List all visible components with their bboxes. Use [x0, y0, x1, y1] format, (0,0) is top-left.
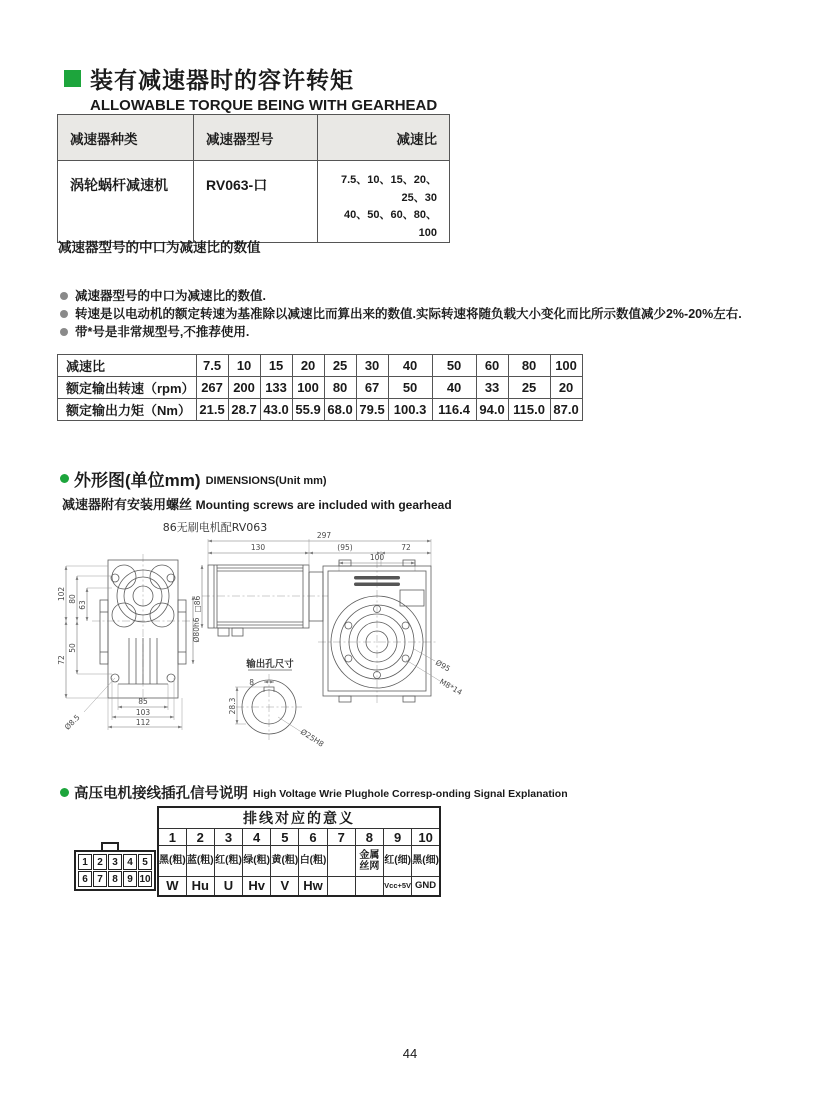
green-dot-icon — [60, 474, 69, 483]
dim-103: 103 — [135, 708, 151, 717]
dim-85: 85 — [138, 697, 148, 706]
title-block — [64, 62, 437, 114]
connector-pin: 5 — [138, 854, 152, 870]
connector-pin: 3 — [108, 854, 122, 870]
wire-signal — [355, 877, 383, 896]
gearhead-table-header — [58, 115, 450, 161]
dim-dia80h6: Ø80h6 — [192, 617, 201, 643]
row-label: 额定输出力矩（Nm） — [58, 399, 197, 421]
wire-color: 白(粗) — [299, 846, 327, 877]
note-text: 带*号是非常规型号,不推荐使用. — [75, 325, 250, 339]
row-label: 减速比 — [58, 355, 197, 377]
wiring-table-title-row — [158, 807, 440, 829]
dim-72-left: 72 — [57, 655, 66, 665]
ratio-line-1: 7.5、10、15、20、25、30 — [341, 174, 437, 204]
connector-pin: 8 — [108, 871, 122, 887]
pin-number: 1 — [158, 829, 186, 846]
wire-color: 黑(粗) — [158, 846, 186, 877]
wiring-heading-zh: 高压电机接线插孔信号说明 — [74, 786, 248, 802]
dim-63: 63 — [78, 600, 87, 610]
wire-color: 红(细) — [384, 846, 412, 877]
table-row-torques — [58, 399, 583, 421]
wire-color: 金属丝网 — [355, 846, 383, 877]
torque-value: 21.5 — [196, 399, 228, 421]
pin-number: 3 — [214, 829, 242, 846]
dim-sq86: □86 — [193, 595, 202, 613]
torque-value: 55.9 — [292, 399, 324, 421]
wire-color: 黄(粗) — [271, 846, 299, 877]
wire-color — [327, 846, 355, 877]
pin-number: 2 — [186, 829, 214, 846]
wiring-table — [157, 806, 441, 897]
note-item — [60, 307, 775, 322]
torque-value: 87.0 — [550, 399, 582, 421]
connector-pin: 1 — [78, 854, 92, 870]
ratio-value: 10 — [228, 355, 260, 377]
note-item — [60, 289, 775, 304]
bullet-icon — [60, 292, 68, 300]
pin-number: 6 — [299, 829, 327, 846]
speed-value: 50 — [388, 377, 432, 399]
gearhead-table — [57, 114, 450, 243]
dim-50: 50 — [68, 643, 77, 653]
ratio-value: 50 — [432, 355, 476, 377]
gearhead-table-caption: 减速器型号的中口为减速比的数值 — [58, 240, 261, 255]
dim-dia95: Ø95 — [434, 657, 452, 674]
bullet-icon — [60, 328, 68, 336]
wire-color: 蓝(粗) — [186, 846, 214, 877]
gearhead-type-value: 涡轮蜗杆减速机 — [58, 161, 194, 243]
speed-value: 133 — [260, 377, 292, 399]
wiring-pin-row — [158, 829, 440, 846]
wire-color: 红(粗) — [214, 846, 242, 877]
connector-pin: 6 — [78, 871, 92, 887]
wire-color: 黑(细) — [412, 846, 440, 877]
torque-value: 68.0 — [324, 399, 356, 421]
col-gearhead-model: 减速器型号 — [194, 115, 318, 161]
speed-value: 80 — [324, 377, 356, 399]
wire-signal: W — [158, 877, 186, 896]
wire-signal: V — [271, 877, 299, 896]
bullet-icon — [60, 310, 68, 318]
dim-95p: (95) — [337, 543, 353, 552]
dim-112: 112 — [135, 718, 151, 727]
dim-72-right: 72 — [401, 543, 411, 552]
speed-value: 267 — [196, 377, 228, 399]
ratio-value: 60 — [476, 355, 508, 377]
pin-number: 7 — [327, 829, 355, 846]
dim-297: 297 — [316, 531, 332, 540]
dim-key8: 8 — [249, 678, 254, 687]
output-hole-title: 输出孔尺寸 — [246, 659, 294, 670]
connector-pin: 4 — [123, 854, 137, 870]
dimension-drawing — [56, 514, 471, 749]
speed-value: 200 — [228, 377, 260, 399]
ratio-value: 80 — [508, 355, 550, 377]
wire-signal: Hw — [299, 877, 327, 896]
ratio-value: 7.5 — [196, 355, 228, 377]
torque-value: 115.0 — [508, 399, 550, 421]
green-dot-icon — [60, 788, 69, 797]
table-row-speeds — [58, 377, 583, 399]
pin-number: 9 — [384, 829, 412, 846]
speed-value: 25 — [508, 377, 550, 399]
dim-102: 102 — [57, 586, 66, 602]
pin-number: 8 — [355, 829, 383, 846]
connector-pin: 2 — [93, 854, 107, 870]
connector-body — [74, 850, 156, 891]
dimensions-section-heading — [60, 466, 452, 513]
pin-number: 5 — [271, 829, 299, 846]
gearhead-model-value: RV063-口 — [194, 161, 318, 243]
green-square-bullet — [64, 70, 81, 87]
ratio-value: 100 — [550, 355, 582, 377]
pin-number: 10 — [412, 829, 440, 846]
connector-diagram — [74, 842, 158, 894]
notes-list — [60, 289, 775, 340]
connector-pin: 9 — [123, 871, 137, 887]
dim-80: 80 — [68, 594, 77, 604]
drawing-title: 86无刷电机配RV063 — [162, 521, 268, 534]
torque-value: 79.5 — [356, 399, 388, 421]
wire-signal: Vcc+5V — [384, 877, 412, 896]
dimensions-sub-zh: 减速器附有安装用螺丝 — [62, 497, 193, 512]
note-text: 转速是以电动机的额定转速为基准除以减速比而算出来的数值.实际转速将随负载大小变化而比所示数值减少2%-20%左右. — [75, 307, 742, 321]
page-title-zh: 装有减速器时的容许转矩 — [90, 67, 354, 93]
wire-signal: GND — [412, 877, 440, 896]
torque-value: 43.0 — [260, 399, 292, 421]
ratio-value: 15 — [260, 355, 292, 377]
dim-m8x14: M8*14 — [438, 676, 464, 698]
ratio-value: 40 — [388, 355, 432, 377]
ratio-performance-table — [57, 354, 583, 421]
connector-pin: 10 — [138, 871, 152, 887]
note-text: 减速器型号的中口为减速比的数值. — [75, 289, 266, 303]
torque-value: 100.3 — [388, 399, 432, 421]
ratio-value: 30 — [356, 355, 388, 377]
dim-28-3: 28.3 — [228, 697, 237, 715]
wiring-signal-row — [158, 877, 440, 896]
wiring-table-title: 排线对应的意义 — [158, 807, 440, 829]
col-gearhead-ratio: 减速比 — [318, 115, 450, 161]
connector-pin: 7 — [93, 871, 107, 887]
dim-100: 100 — [369, 553, 385, 562]
note-item — [60, 325, 775, 340]
gearhead-ratio-value — [318, 161, 450, 243]
torque-value: 116.4 — [432, 399, 476, 421]
torque-value: 94.0 — [476, 399, 508, 421]
wire-signal: Hv — [243, 877, 271, 896]
col-gearhead-type: 减速器种类 — [58, 115, 194, 161]
torque-value: 28.7 — [228, 399, 260, 421]
speed-value: 20 — [550, 377, 582, 399]
dim-dia25h8: Ø25H8 — [298, 727, 326, 749]
wire-color: 绿(粗) — [243, 846, 271, 877]
page-title-en: ALLOWABLE TORQUE BEING WITH GEARHEAD — [90, 97, 438, 114]
wire-signal: Hu — [186, 877, 214, 896]
wire-signal — [327, 877, 355, 896]
page-number: 44 — [402, 1046, 418, 1061]
ratio-line-2: 40、50、60、80、100 — [344, 209, 437, 239]
dimensions-heading-en: DIMENSIONS(Unit mm) — [205, 474, 327, 487]
ratio-value: 25 — [324, 355, 356, 377]
ratio-value: 20 — [292, 355, 324, 377]
gearhead-table-row — [58, 161, 450, 243]
row-label: 额定输出转速（rpm） — [58, 377, 197, 399]
speed-value: 67 — [356, 377, 388, 399]
dimensions-heading-zh: 外形图(单位mm) — [74, 471, 201, 490]
dim-dia8-5: Ø8.5 — [62, 712, 82, 732]
speed-value: 33 — [476, 377, 508, 399]
speed-value: 40 — [432, 377, 476, 399]
wiring-section-heading — [60, 782, 568, 803]
pin-number: 4 — [243, 829, 271, 846]
speed-value: 100 — [292, 377, 324, 399]
dimensions-sub-en: Mounting screws are included with gearhead — [195, 498, 452, 512]
table-row-ratios — [58, 355, 583, 377]
dim-130: 130 — [250, 543, 266, 552]
wiring-color-row — [158, 846, 440, 877]
wiring-heading-en: High Voltage Wrie Plughole Corresp-onding Signal Explanation — [253, 787, 568, 800]
wire-signal: U — [214, 877, 242, 896]
